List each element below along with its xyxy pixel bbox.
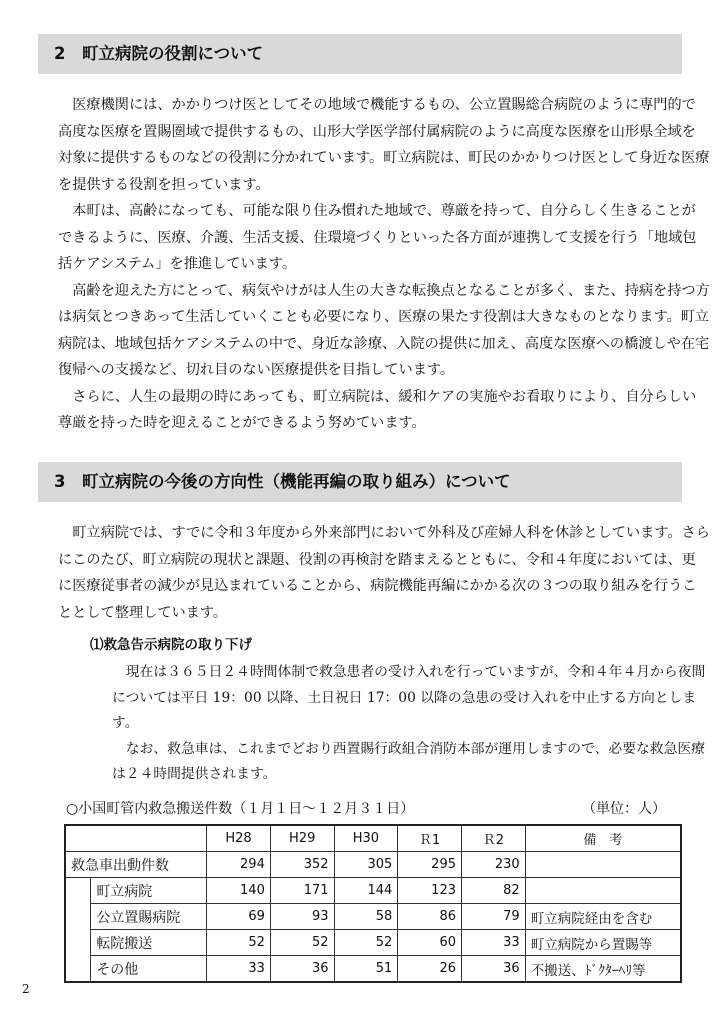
row-label: 救急車出動件数 bbox=[65, 852, 207, 878]
cell-value: 69 bbox=[207, 904, 271, 930]
cell-value: 36 bbox=[270, 956, 334, 983]
cell-value: 295 bbox=[398, 852, 462, 878]
cell-value: 52 bbox=[270, 930, 334, 956]
table-row-total bbox=[65, 852, 681, 878]
cell-value: 352 bbox=[270, 852, 334, 878]
table-caption bbox=[66, 798, 666, 820]
cell-value: 26 bbox=[398, 956, 462, 983]
subsection-paragraph-1: 現在は３６５日２４時間体制で救急患者の受け入れを行っていますが、令和４年４月から夜間については平日 19：00 以降、土日祝日 17：00 以降の急患の受け入れを中止する方向とします。 bbox=[112, 664, 706, 731]
section-2-paragraph-4: さらに、人生の最期の時にあっても、町立病院は、緩和ケアの実施やお看取りにより、自分らしい尊厳を持った時を迎えることができるよう努めています。 bbox=[58, 388, 697, 431]
cell-note: 不搬送、ﾄﾞｸﾀｰﾍﾘ等 bbox=[525, 956, 681, 983]
cell-value: 86 bbox=[398, 904, 462, 930]
cell-value: 58 bbox=[334, 904, 398, 930]
cell-value: 230 bbox=[462, 852, 526, 878]
header-h29: H29 bbox=[270, 825, 334, 852]
cell-value: 79 bbox=[462, 904, 526, 930]
subsection-paragraph-2: なお、救急車は、これまでどおり西置賜行政組合消防本部が運用しますので、必要な救急医療は２４時間提供されます。 bbox=[112, 740, 705, 782]
table-unit: （単位：人） bbox=[582, 801, 666, 817]
subsection-title: ⑴救急告示病院の取り下げ bbox=[90, 637, 252, 653]
header-h30: H30 bbox=[334, 825, 398, 852]
header-h28: H28 bbox=[207, 825, 271, 852]
cell-value: 140 bbox=[207, 878, 271, 904]
cell-value: 294 bbox=[207, 852, 271, 878]
row-label: 転院搬送 bbox=[91, 930, 207, 956]
cell-value: 52 bbox=[334, 930, 398, 956]
cell-note: 町立病院経由を含む bbox=[525, 904, 681, 930]
cell-value: 93 bbox=[270, 904, 334, 930]
table-row bbox=[65, 956, 681, 983]
cell-value: 51 bbox=[334, 956, 398, 983]
row-label: 公立置賜病院 bbox=[91, 904, 207, 930]
row-label: 町立病院 bbox=[91, 878, 207, 904]
cell-value: 123 bbox=[398, 878, 462, 904]
section-3-body bbox=[58, 520, 710, 626]
page-number: 2 bbox=[22, 982, 30, 996]
cell-note: 町立病院から置賜等 bbox=[525, 930, 681, 956]
cell-value: 144 bbox=[334, 878, 398, 904]
table-caption-text: ○小国町管内救急搬送件数（１月１日～１２月３１日） bbox=[66, 801, 415, 817]
table-row bbox=[65, 904, 681, 930]
section-2-body bbox=[58, 92, 710, 437]
cell-value: 36 bbox=[462, 956, 526, 983]
ambulance-stats-table bbox=[64, 824, 682, 983]
indent-spacer bbox=[65, 878, 91, 983]
table-header-row bbox=[65, 825, 681, 852]
section-2-heading: 2 町立病院の役割について bbox=[38, 34, 682, 74]
row-label: その他 bbox=[91, 956, 207, 983]
section-2-paragraph-2: 本町は、高齢になっても、可能な限り住み慣れた地域で、尊厳を持って、自分らしく生きることができるように、医療、介護、生活支援、住環境づくりといった各方面が連携して支援を行う「地域包括ケアシステム」を推進しています。 bbox=[58, 203, 697, 272]
section-2-paragraph-3: 高齢を迎えた方にとって、病気やけがは人生の大きな転換点となることが多く、また、持病を持つ方は病気とつきあって生活していくことも必要になり、医療の果たす役割は大きなものとなります。町立病院は、地域包括ケアシステムの中で、身近な診療、入院の提供に加え、高度な医療への橋渡しや在宅復帰への支援など、切れ目のない医療提供を目指しています。 bbox=[58, 282, 710, 378]
section-3-heading: 3 町立病院の今後の方向性（機能再編の取り組み）について bbox=[38, 462, 682, 502]
section-3-paragraph: 町立病院では、すでに令和３年度から外来部門において外科及び産婦人科を休診としています。さらにこのたび、町立病院の現状と課題、役割の再検討を踏まえるとともに、令和４年度においては、更に医療従事者の減少が見込まれていることから、病院機能再編にかかる次の３つの取り組みを行うこととして整理しています。 bbox=[58, 525, 710, 621]
section-2-paragraph-1: 医療機関には、かかりつけ医としてその地域で機能するもの、公立置賜総合病院のように専門的で高度な医療を置賜圏域で提供するもの、山形大学医学部付属病院のように高度な医療を山形県全域を対象に提供するものなどの役割に分かれています。町立病院は、町民のかかりつけ医として身近な医療を提供する役割を担っています。 bbox=[58, 97, 710, 193]
cell-value: 33 bbox=[462, 930, 526, 956]
header-r2: Ｒ2 bbox=[462, 825, 526, 852]
header-blank bbox=[65, 825, 207, 852]
header-r1: Ｒ1 bbox=[398, 825, 462, 852]
table-row bbox=[65, 878, 681, 904]
cell-value: 82 bbox=[462, 878, 526, 904]
cell-value: 33 bbox=[207, 956, 271, 983]
cell-value: 52 bbox=[207, 930, 271, 956]
cell-note bbox=[525, 852, 681, 878]
cell-note bbox=[525, 878, 681, 904]
cell-value: 305 bbox=[334, 852, 398, 878]
subsection-body bbox=[112, 660, 712, 788]
cell-value: 171 bbox=[270, 878, 334, 904]
table-row bbox=[65, 930, 681, 956]
header-note: 備 考 bbox=[525, 825, 681, 852]
cell-value: 60 bbox=[398, 930, 462, 956]
